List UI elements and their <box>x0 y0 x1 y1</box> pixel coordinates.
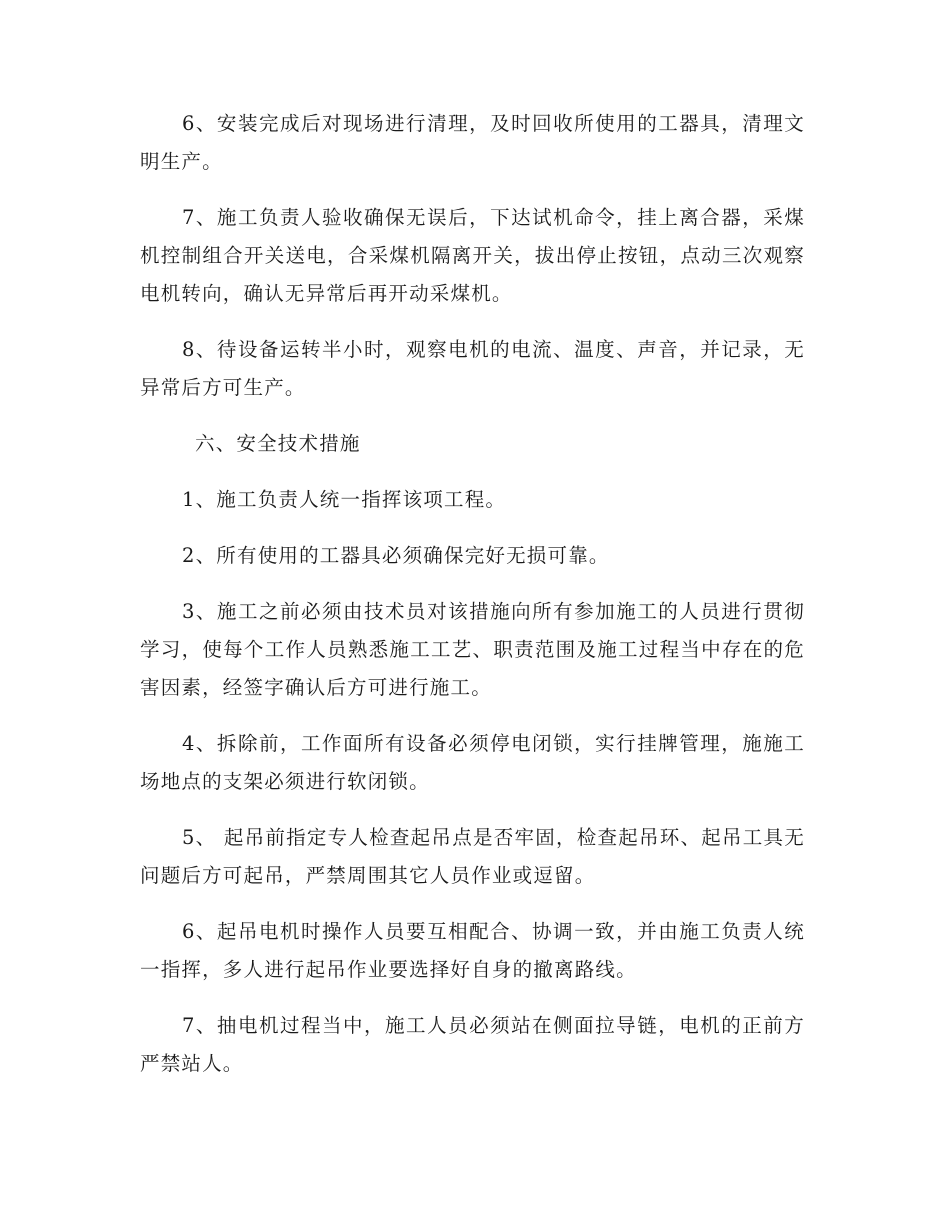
paragraph-step-6: 6、安装完成后对现场进行清理，及时回收所使用的工器具，清理文明生产。 <box>140 112 805 173</box>
measure-item-5: 5、 起吊前指定专人检查起吊点是否牢固，检查起吊环、起吊工具无问题后方可起吊，严禁周围其它人员作业或逗留。 <box>140 826 805 887</box>
measure-item-6: 6、起吊电机时操作人员要互相配合、协调一致，并由施工负责人统一指挥，多人进行起吊作业要选择好自身的撤离路线。 <box>140 920 805 981</box>
paragraph-step-8: 8、待设备运转半小时，观察电机的电流、温度、声音，并记录，无异常后方可生产。 <box>140 338 805 399</box>
measure-item-3: 3、施工之前必须由技术员对该措施向所有参加施工的人员进行贯彻学习，使每个工作人员熟悉施工工艺、职责范围及施工过程当中存在的危害因素，经签字确认后方可进行施工。 <box>140 600 805 699</box>
measure-item-2: 2、所有使用的工器具必须确保完好无损可靠。 <box>182 544 610 567</box>
paragraph-step-7: 7、施工负责人验收确保无误后，下达试机命令，挂上离合器，采煤机控制组合开关送电，合采煤机隔离开关，拔出停止按钮，点动三次观察电机转向，确认无异常后再开动采煤机。 <box>140 206 805 305</box>
measure-item-7: 7、抽电机过程当中，施工人员必须站在侧面拉导链，电机的正前方严禁站人。 <box>140 1014 805 1075</box>
measure-item-1: 1、施工负责人统一指挥该项工程。 <box>182 488 507 511</box>
measure-item-4: 4、拆除前，工作面所有设备必须停电闭锁，实行挂牌管理，施施工场地点的支架必须进行软闭锁。 <box>140 732 805 793</box>
document-body <box>140 105 805 1101</box>
section-heading: 六、安全技术措施 <box>195 432 361 455</box>
